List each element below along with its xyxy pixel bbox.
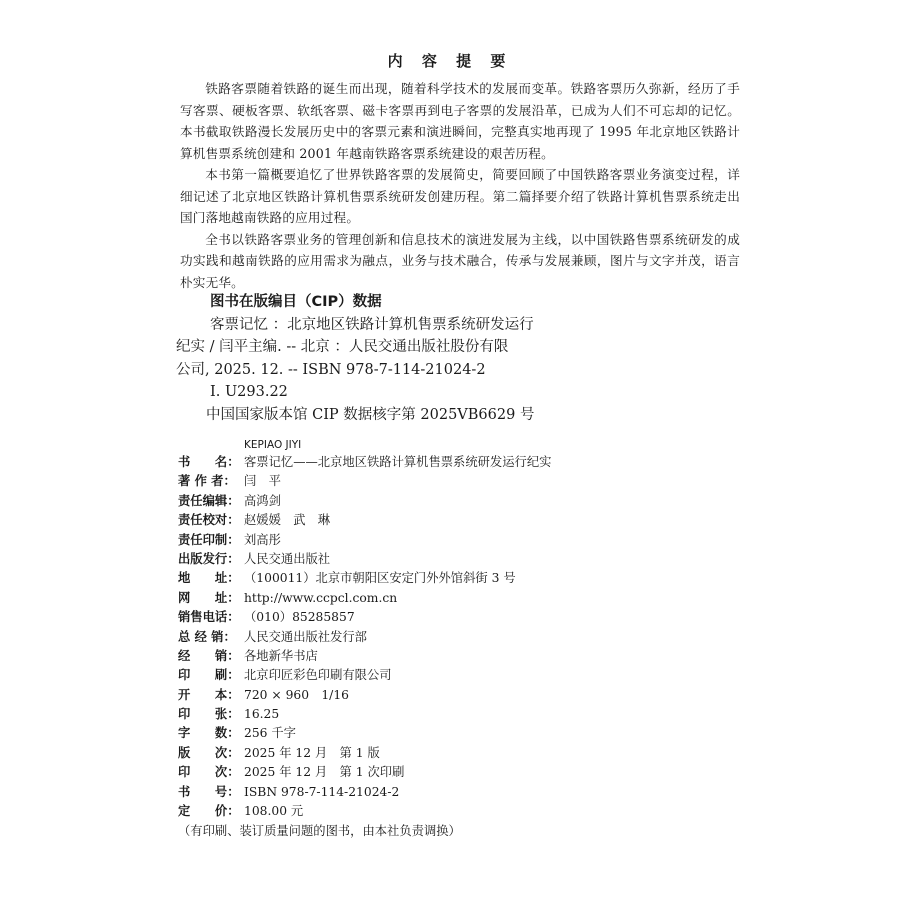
imprint-label: 经 销： [178,648,240,663]
imprint-row [178,453,738,472]
imprint-label: 责任编辑： [178,493,240,508]
imprint-label: 总 经 销： [178,629,236,644]
imprint-label: 开 本： [178,687,240,702]
imprint-row [178,686,738,705]
imprint-label: 网 址： [178,590,240,605]
imprint-label: 责任校对： [178,513,240,528]
imprint-value: 人民交通出版社发行部 [244,629,367,644]
summary-title: 内 容 提 要 [387,52,513,70]
imprint-value: 高鸿剑 [244,493,281,508]
imprint-row [178,666,738,685]
summary-paragraph: 全书以铁路客票业务的管理创新和信息技术的演进发展为主线，以中国铁路售票系统研发的成功实践和越南铁路的应用需求为融点，业务与技术融合，传承与发展兼顾，图片与文字并茂，语言朴实无华。 [180,231,740,290]
imprint-label: 销售电话： [178,610,240,625]
summary-paragraph: 铁路客票随着铁路的诞生而出现，随着科学技术的发展而变革。铁路客票历久弥新，经历了手写客票、硬板客票、软纸客票、磁卡客票再到电子客票的发展沿革，已成为人们不可忘却的记忆。本书截取铁路漫长发展历史中的客票元素和演进瞬间，完整真实地再现了 1995 年北京地区铁路计算机售票系统创建和 2001 年越南铁路客票系统建设的艰苦历程。 [180,81,740,161]
imprint-value: 闫 平 [244,474,281,489]
imprint-row [178,783,738,802]
imprint-value: 720 × 960 1/16 [244,687,349,702]
imprint-row [178,744,738,763]
imprint-row [178,531,738,550]
imprint-value: 刘高彤 [244,532,281,547]
imprint-row [178,492,738,511]
imprint-value: 赵媛媛 武 琳 [244,513,331,528]
imprint-value: 2025 年 12 月 第 1 版 [244,745,380,760]
imprint-label: 版 次： [178,745,240,760]
cip-block [176,291,680,427]
imprint-value: 北京印匠彩色印刷有限公司 [244,668,392,683]
imprint-value: 256 千字 [244,726,296,741]
imprint-label: 书 号： [178,784,240,799]
title-pinyin: KEPIAO JIYI [244,439,302,451]
imprint-label: 著 作 者： [178,474,236,489]
imprint-label: 印 张： [178,707,240,722]
imprint-label: 字 数： [178,726,240,741]
imprint-value: 2025 年 12 月 第 1 次印刷 [244,765,405,780]
imprint-value: （100011）北京市朝阳区安定门外外馆斜街 3 号 [244,571,516,586]
imprint-row [178,763,738,782]
imprint-rows [178,453,738,821]
imprint-label: 印 次： [178,765,240,780]
imprint-row [178,647,738,666]
imprint-row [178,589,738,608]
imprint-row [178,724,738,743]
cip-line: 纪实 / 闫平主编. -- 北京 ：人民交通出版社股份有限 [176,339,509,356]
imprint-label: 书 名： [178,455,240,469]
imprint-row [178,802,738,821]
imprint-value: ISBN 978-7-114-21024-2 [244,784,400,799]
imprint-row [178,608,738,627]
summary-paragraph: 本书第一篇概要追忆了世界铁路客票的发展简史，简要回顾了中国铁路客票业务演变过程，详细记述了北京地区铁路计算机售票系统研发创建历程。第二篇择要介绍了铁路计算机售票系统走出国门落地越南铁路的应用过程。 [180,167,740,225]
cip-line: 公司, 2025. 12. -- ISBN 978-7-114-21024-2 [176,361,486,378]
imprint-label: 地 址： [178,571,240,586]
cip-classification: Ⅰ. U293.22 [210,384,288,401]
imprint-value: 客票记忆——北京地区铁路计算机售票系统研发运行纪实 [244,455,552,469]
imprint-value: http://www.ccpcl.com.cn [244,590,398,605]
imprint-label: 出版发行： [178,551,240,566]
imprint-row [178,705,738,724]
imprint-row [178,569,738,588]
cip-title: 图书在版编目（CIP）数据 [210,294,382,310]
imprint-row [178,511,738,530]
imprint-value: 16.25 [244,707,280,722]
imprint-value: 人民交通出版社 [244,551,331,566]
summary-section [180,78,740,293]
imprint-block [178,437,738,841]
imprint-row [178,550,738,569]
cip-line: 客票记忆 ：北京地区铁路计算机售票系统研发运行 [210,316,534,333]
cip-line: 中国国家版本馆 CIP 数据核字第 2025VB6629 号 [206,406,535,423]
imprint-value: 各地新华书店 [244,648,318,663]
imprint-row [178,628,738,647]
imprint-label: 责任印制： [178,532,240,547]
quality-note: （有印刷、装订质量问题的图书，由本社负责调换） [178,824,461,839]
imprint-label: 定 价： [178,804,240,819]
imprint-value: 108.00 元 [244,804,304,819]
imprint-label: 印 刷： [178,668,240,683]
imprint-row [178,472,738,491]
imprint-value: （010）85285857 [244,610,355,625]
